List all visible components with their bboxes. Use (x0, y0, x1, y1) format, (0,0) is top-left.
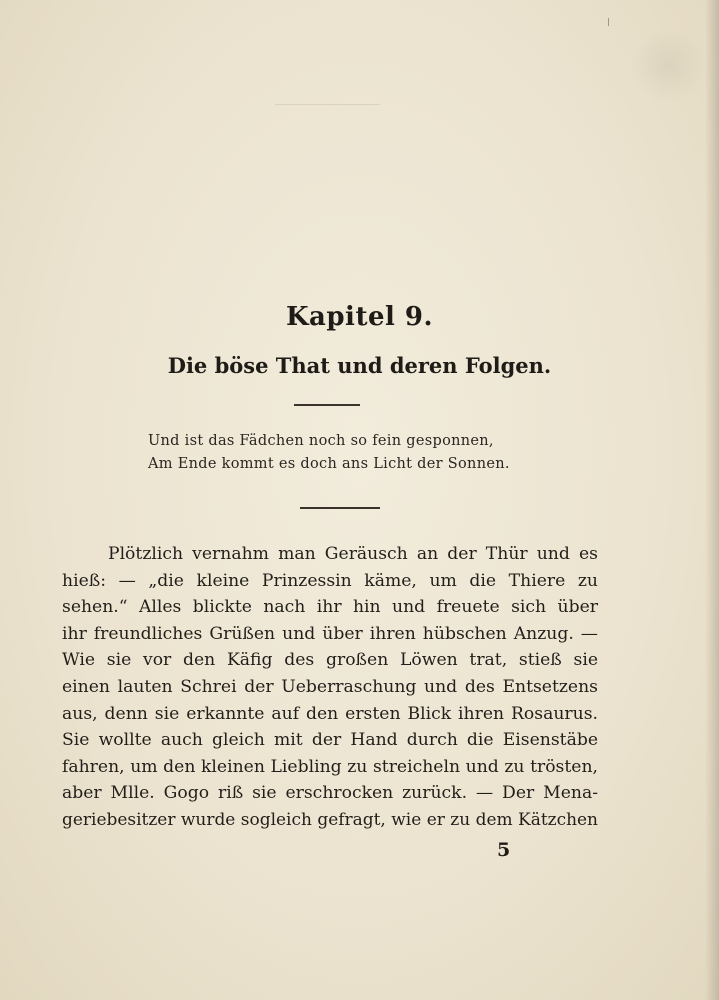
epigraph (148, 430, 568, 476)
page-number: 5 (497, 839, 511, 861)
text-line: Plötzlich vernahm man Geräusch an der Thür und es (108, 544, 598, 564)
page-mark (608, 18, 609, 26)
chapter-title: Kapitel 9. (285, 302, 434, 332)
epigraph-line: Und ist das Fädchen noch so fein gesponnen, (148, 433, 494, 449)
text-line: fahren, um den kleinen Liebling zu streicheln und zu trösten, (62, 756, 598, 777)
show-through-rule (275, 104, 380, 105)
page-edge-shadow (705, 0, 719, 1000)
text-line: Sie wollte auch gleich mit der Hand durch die Eisenstäbe (62, 730, 598, 751)
text-line: Wie sie vor den Käfig des großen Löwen trat, stieß sie (62, 650, 598, 671)
text-line: hieß: — „die kleine Prinzessin käme, um die Thiere zu (62, 570, 598, 591)
divider-rule-bottom (300, 507, 380, 509)
paper-stain (629, 30, 709, 100)
text-line: aus, denn sie erkannte auf den ersten Blick ihren Rosaurus. (62, 703, 598, 724)
text-line: geriebesitzer wurde sogleich gefragt, wie er zu dem Kätzchen (62, 809, 598, 830)
text-line: ihr freundliches Grüßen und über ihren hübschen Anzug. — (62, 623, 598, 644)
text-line: sehen.“ Alles blickte nach ihr hin und freuete sich über (62, 597, 598, 618)
text-line: einen lauten Schrei der Ueberraschung und des Entsetzens (62, 676, 598, 697)
text-line: aber Mlle. Gogo riß sie erschrocken zurück. — Der Mena- (62, 783, 598, 804)
divider-rule-top (294, 404, 360, 406)
epigraph-line: Am Ende kommt es doch ans Licht der Sonnen. (148, 456, 510, 472)
chapter-subtitle: Die böse That und deren Folgen. (167, 353, 552, 378)
body-paragraph (62, 541, 598, 834)
